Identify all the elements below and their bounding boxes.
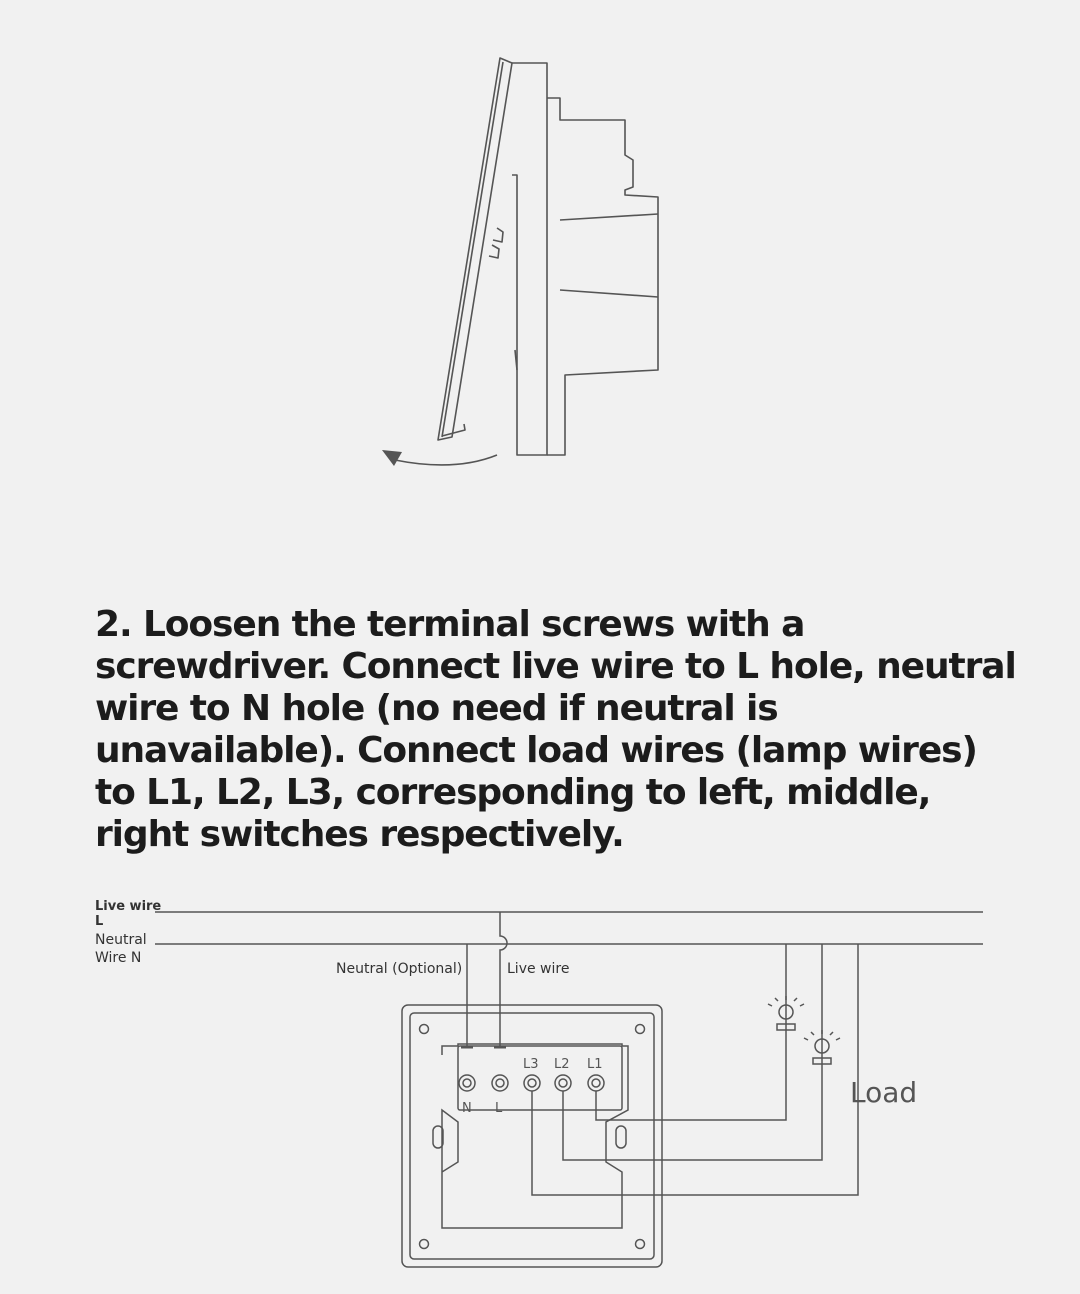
terminal-label-l3: L3 (523, 1057, 539, 1072)
terminal-label-l2: L2 (554, 1057, 570, 1072)
live-wire-drop-label: Live wire (507, 961, 570, 977)
screw-terminal-icon (459, 1075, 604, 1091)
terminal-block (458, 1046, 622, 1110)
front-panel (438, 58, 512, 440)
live-wire-symbol: L (95, 914, 104, 929)
live-wire-label: Live wire (95, 899, 162, 914)
switch-side-view-illustration (0, 0, 1080, 560)
neutral-optional-label: Neutral (Optional) (336, 961, 463, 977)
terminal-label-l1: L1 (587, 1057, 603, 1072)
load-label: Load (850, 1076, 918, 1109)
terminal-label-n: N (462, 1101, 472, 1116)
neutral-label: Neutral (95, 932, 147, 948)
terminal-label-l: L (495, 1101, 503, 1116)
instruction-text: 2. Loosen the terminal screws with a screwdriver. Connect live wire to L hole, neutral wire to N hole (no need if neutral is unavailable). Connect load wires (lamp wires) to L1, L2, L3, corresponding to left, middle, right switches respectively. (95, 604, 1016, 855)
rear-housing (547, 98, 658, 455)
wiring-diagram (0, 880, 1080, 1294)
neutral-symbol: Wire N (95, 950, 142, 966)
rotate-arrow-icon (382, 450, 497, 466)
mount-plate (512, 63, 547, 455)
